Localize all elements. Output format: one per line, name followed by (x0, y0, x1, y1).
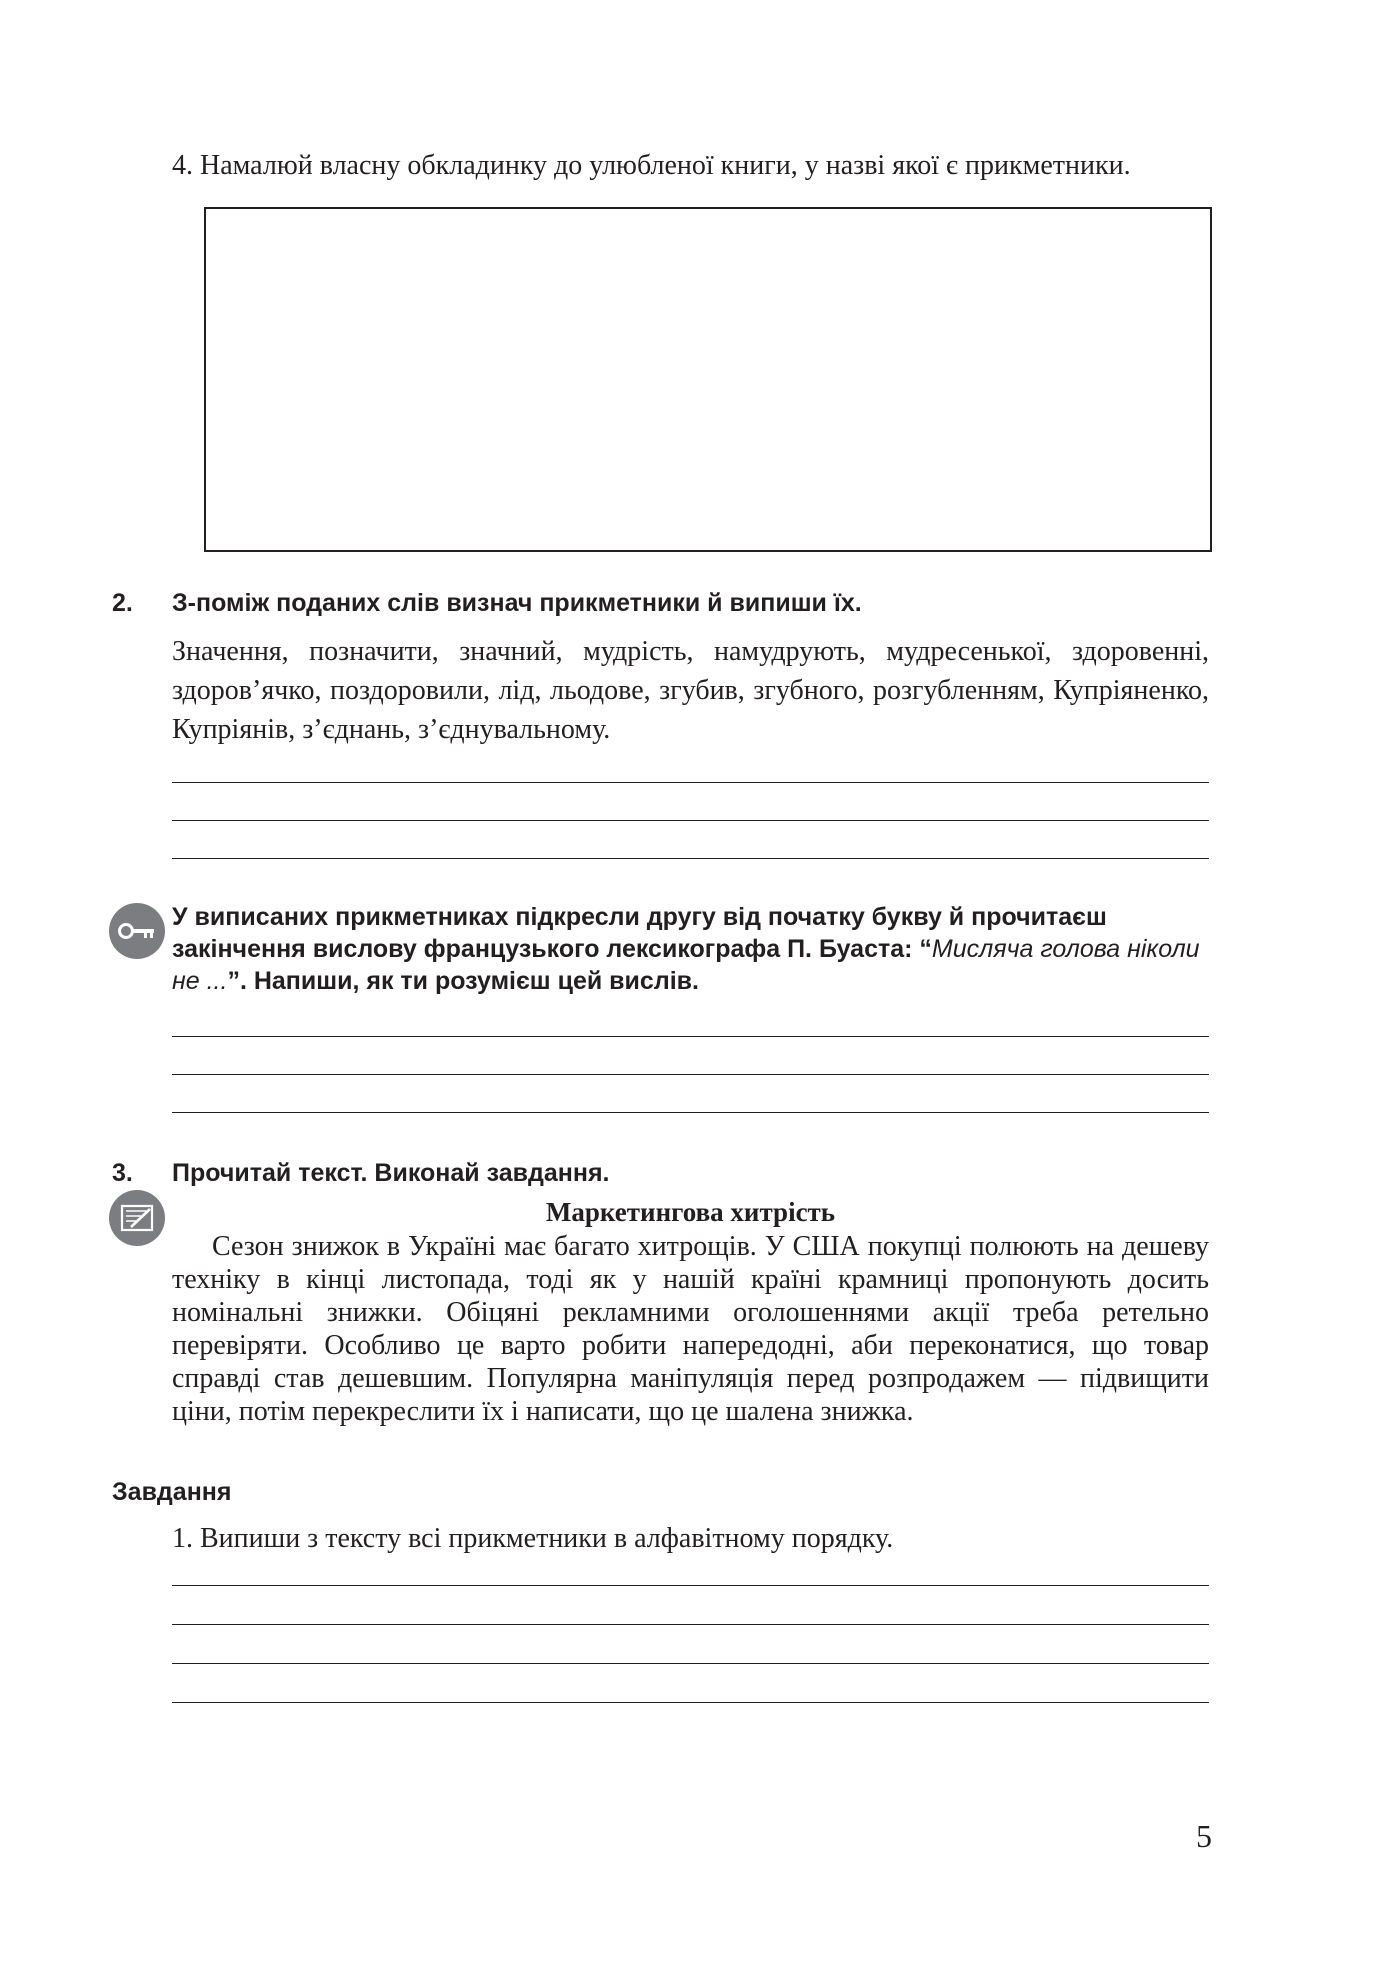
exercise-2-number: 2. (112, 589, 133, 617)
reading-text: Сезон знижок в Україні має багато хитрощів. У США покупці полюють на дешеву техніку в кінці листопада, тоді як у нашій країні крамниці пропонують досить номінальні знижки. Обіцяні рекламними оголошеннями акції треба ретельно перевіряти. Особливо це варто робити напередодні, аби переконатися, що товар справді став дешевшим. Популярна маніпуляція перед розпродажем — підвищити ціни, потім перекреслити їх і написати, що це шалена знижка. (172, 1231, 1209, 1427)
key-note-quote: Мисляча голова ніколи не ... (172, 935, 1200, 995)
key-note-text (172, 901, 1217, 997)
answer-line[interactable] (172, 1663, 1209, 1664)
subtask-4-text: 4. Намалюй власну обкладинку до улюбленої книги, у назві якої є прикметники. (172, 150, 1131, 181)
answer-line[interactable] (172, 1624, 1209, 1625)
exercise-2-words: Значення, позначити, значний, мудрість, намудрують, мудресенької, здоровенні, здоров’ячко, поздоровили, лід, льодове, згубив, згубного, розгубленням, Купріяненко, Купріянів, з’єднань, з’єднувальному. (172, 636, 1209, 745)
task-1-text: 1. Випиши з тексту всі прикметники в алфавітному порядку. (172, 1523, 894, 1554)
answer-line[interactable] (172, 858, 1209, 859)
exercise-3-number: 3. (112, 1159, 133, 1187)
answer-line[interactable] (172, 1585, 1209, 1586)
answer-line[interactable] (172, 1074, 1209, 1075)
page-number: 5 (1196, 1818, 1212, 1854)
answer-line[interactable] (172, 782, 1209, 783)
exercise-3-title: Прочитай текст. Виконай завдання. (172, 1159, 610, 1187)
writing-pad-icon (109, 1190, 165, 1246)
answer-line[interactable] (172, 820, 1209, 821)
key-icon (109, 903, 165, 959)
key-note-part1: У виписаних прикметниках підкресли другу від початку букву й прочитаєш закінчення вислову французького лексикографа П. Буаста: “ (172, 903, 1107, 963)
answer-line[interactable] (172, 1702, 1209, 1703)
exercise-2-title: З-поміж поданих слів визнач прикметники й випиши їх. (172, 589, 862, 617)
answer-line[interactable] (172, 1036, 1209, 1037)
tasks-heading: Завдання (112, 1478, 232, 1506)
key-note-part2: ”. Напиши, як ти розумієш цей вислів. (227, 967, 699, 995)
answer-line[interactable] (172, 1112, 1209, 1113)
drawing-box[interactable] (204, 207, 1212, 552)
reading-title: Маркетингова хитрість (545, 1197, 836, 1227)
